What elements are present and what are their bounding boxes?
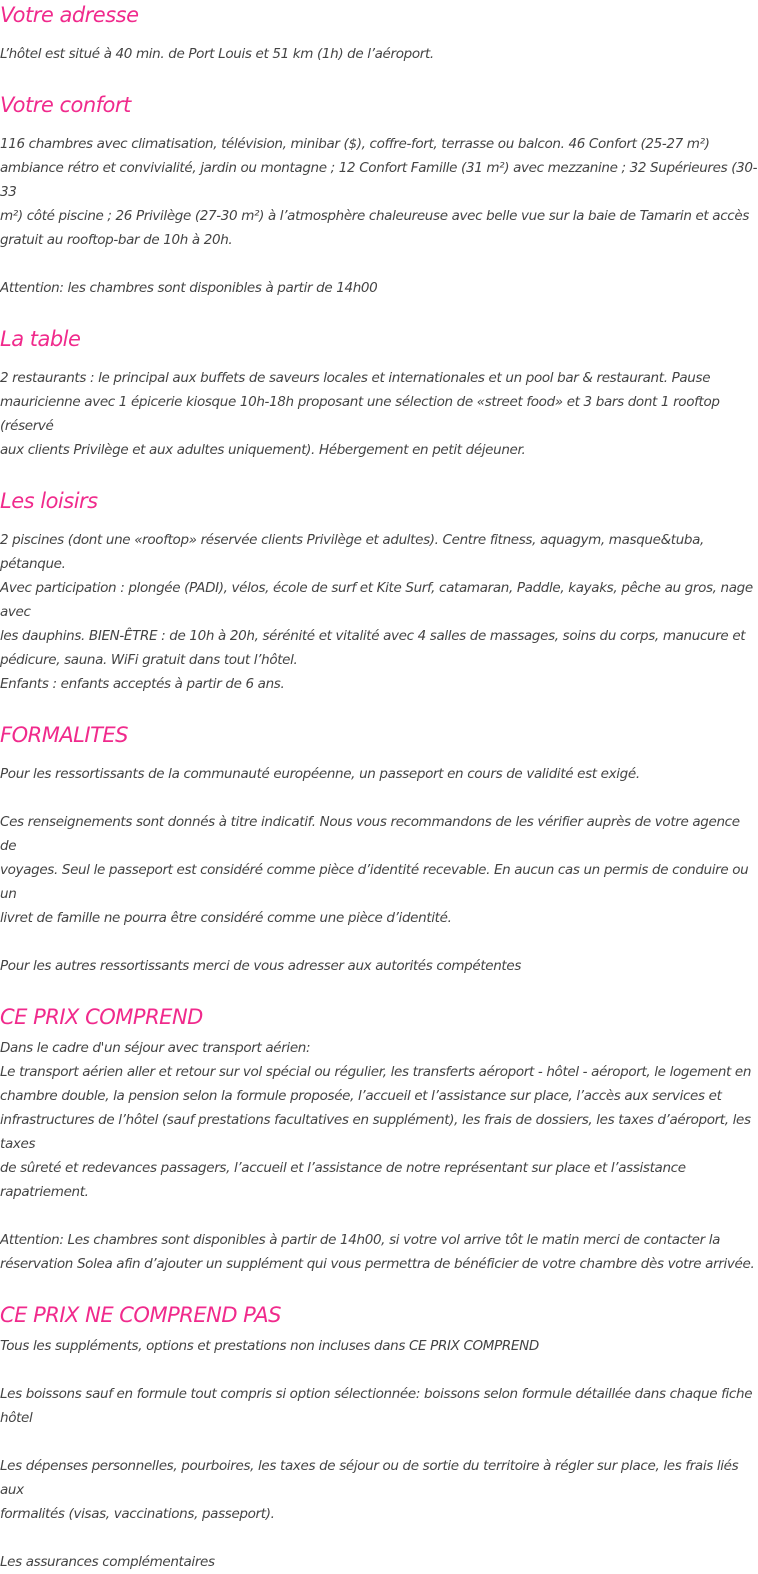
formalites-text-line: voyages. Seul le passeport est considéré comme pièce d’identité recevable. En aucun cas un permis de conduire ou un	[0, 862, 749, 902]
ne-comprend-pas-text: Tous les suppléments, options et prestations non incluses dans CE PRIX COMPREND	[0, 1338, 539, 1354]
formalites-text: Pour les autres ressortissants merci de vous adresser aux autorités compétentes	[0, 958, 522, 974]
section-title-table: La table	[0, 327, 81, 351]
comprend-text-line: infrastructures de l’hôtel (sauf prestations facultatives en supplément), les frais de dossiers, les taxes d’aéroport, les taxes	[0, 1112, 751, 1152]
ne-comprend-pas-text-line: formalités (visas, vaccinations, passeport).	[0, 1506, 275, 1522]
formalites-text: Pour les ressortissants de la communauté européenne, un passeport en cours de validité est exigé.	[0, 766, 640, 782]
section-title-loisirs: Les loisirs	[0, 489, 98, 513]
adresse-text: L’hôtel est situé à 40 min. de Port Louis et 51 km (1h) de l’aéroport.	[0, 46, 434, 62]
section-title-formalites: FORMALITES	[0, 723, 129, 747]
section-title-adresse: Votre adresse	[0, 3, 139, 27]
ne-comprend-pas-text: Les assurances complémentaires	[0, 1554, 215, 1570]
loisirs-text-line: pédicure, sauna. WiFi gratuit dans tout l’hôtel.	[0, 652, 298, 668]
table-text-line: mauricienne avec 1 épicerie kiosque 10h-18h proposant une sélection de «street food» et 3 bars dont 1 rooftop (réservé	[0, 394, 720, 434]
comprend-text-line: de sûreté et redevances passagers, l’accueil et l’assistance de notre représentant sur place et l’assistance rapatriement.	[0, 1160, 686, 1200]
formalites-text-line: Ces renseignements sont donnés à titre indicatif. Nous vous recommandons de les vérifier auprès de votre agence de	[0, 814, 740, 854]
section-title-prix-comprend: CE PRIX COMPREND	[0, 1005, 203, 1029]
confort-text-line: gratuit au rooftop-bar de 10h à 20h.	[0, 232, 233, 248]
section-formalites	[0, 720, 758, 1002]
confort-attention-text: Attention: les chambres sont disponibles à partir de 14h00	[0, 280, 378, 296]
comprend-attention-line: Attention: Les chambres sont disponibles à partir de 14h00, si votre vol arrive tôt le matin merci de contacter la	[0, 1232, 721, 1248]
loisirs-text-line: 2 piscines (dont une «rooftop» réservée clients Privilège et adultes). Centre fitness, aquagym, masque&tuba, pétanque.	[0, 532, 705, 572]
confort-text-line: 116 chambres avec climatisation, télévision, minibar ($), coffre-fort, terrasse ou balcon. 46 Confort (25-27 m²)	[0, 136, 710, 152]
table-text-line: aux clients Privilège et aux adultes uniquement). Hébergement en petit déjeuner.	[0, 442, 526, 458]
confort-text-line: m²) côté piscine ; 26 Privilège (27-30 m²) à l’atmosphère chaleureuse avec belle vue sur la baie de Tamarin et accès	[0, 208, 750, 224]
section-confort	[0, 90, 758, 324]
section-loisirs	[0, 486, 758, 720]
comprend-text-line: Le transport aérien aller et retour sur vol spécial ou régulier, les transferts aéroport - hôtel - aéroport, le logement en	[0, 1064, 752, 1080]
section-title-confort: Votre confort	[0, 93, 131, 117]
section-prix-comprend	[0, 1002, 758, 1300]
ne-comprend-pas-text-line: Les dépenses personnelles, pourboires, les taxes de séjour ou de sortie du territoire à régler sur place, les frais liés aux	[0, 1458, 739, 1498]
comprend-text-line: chambre double, la pension selon la formule proposée, l’accueil et l’assistance sur place, l’accès aux services et	[0, 1088, 722, 1104]
section-title-prix-ne-comprend-pas: CE PRIX NE COMPREND PAS	[0, 1303, 281, 1327]
loisirs-text-line: les dauphins. BIEN-ÊTRE : de 10h à 20h, sérénité et vitalité avec 4 salles de massages, soins du corps, manucure et	[0, 628, 746, 644]
ne-comprend-pas-text-line: Les boissons sauf en formule tout compris si option sélectionnée: boissons selon formule détaillée dans chaque fiche	[0, 1386, 753, 1402]
confort-text-line: ambiance rétro et convivialité, jardin ou montagne ; 12 Confort Famille (31 m²) avec mezzanine ; 32 Supérieures (30-33	[0, 160, 758, 200]
table-text-line: 2 restaurants : le principal aux buffets de saveurs locales et internationales et un pool bar & restaurant. Pause	[0, 370, 711, 386]
comprend-text-line: Dans le cadre d'un séjour avec transport aérien:	[0, 1040, 311, 1056]
section-table	[0, 324, 758, 486]
ne-comprend-pas-text-line: hôtel	[0, 1410, 33, 1426]
section-adresse	[0, 0, 758, 90]
section-prix-ne-comprend-pas	[0, 1300, 758, 1574]
loisirs-enfants-text: Enfants : enfants acceptés à partir de 6 ans.	[0, 676, 285, 692]
formalites-text-line: livret de famille ne pourra être considéré comme une pièce d’identité.	[0, 910, 452, 926]
comprend-attention-line: réservation Solea afin d’ajouter un supplément qui vous permettra de bénéficier de votre chambre dès votre arrivée.	[0, 1256, 755, 1272]
loisirs-text-line: Avec participation : plongée (PADI), vélos, école de surf et Kite Surf, catamaran, Paddle, kayaks, pêche au gros, nage avec	[0, 580, 753, 620]
